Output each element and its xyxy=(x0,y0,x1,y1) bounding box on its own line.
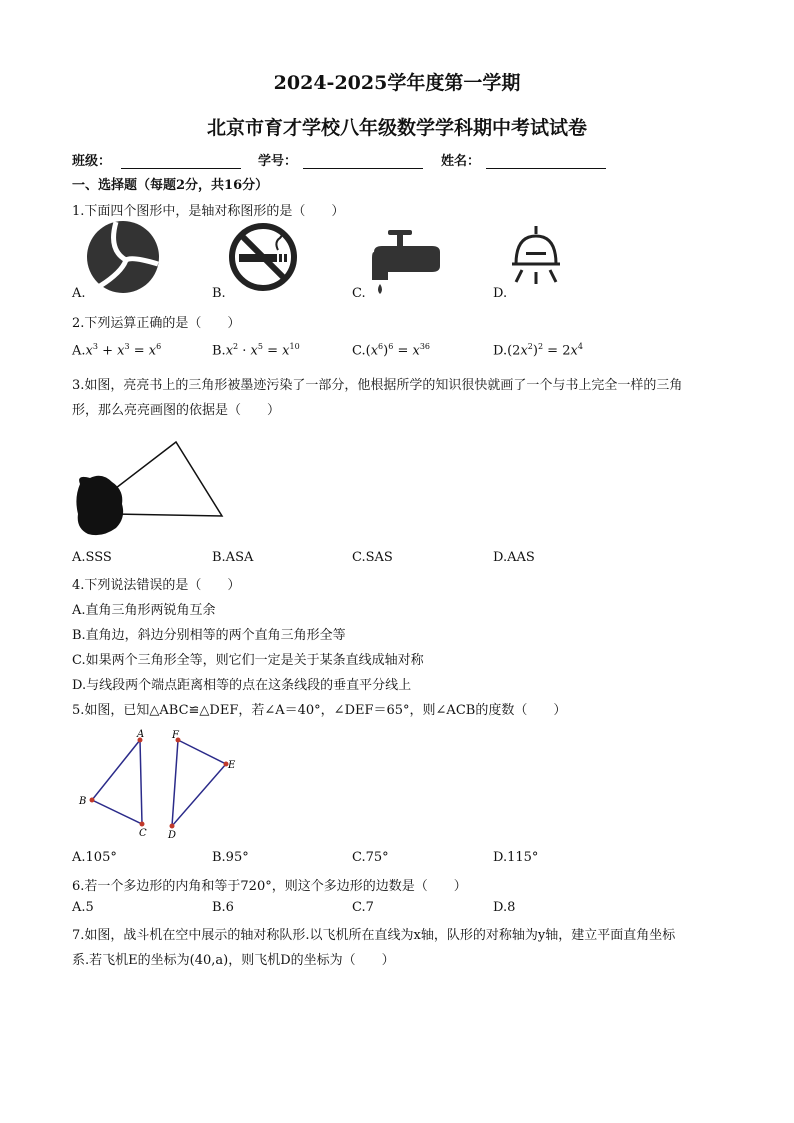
point-b-label: B xyxy=(79,796,87,807)
q4-option-d[interactable]: D.与线段两个端点距离相等的点在这条线段的垂直平分线上 xyxy=(72,678,412,693)
q4-stem: 4.下列说法错误的是（ ） xyxy=(72,578,241,593)
q4-option-b[interactable]: B.直角边，斜边分别相等的两个直角三角形全等 xyxy=(72,628,346,643)
point-d-label: D xyxy=(168,830,177,840)
q3-option-a[interactable]: A.SSS xyxy=(72,550,112,565)
q1-option-a[interactable]: A. xyxy=(72,286,86,301)
point-f-label: F xyxy=(172,730,179,741)
q6-option-d[interactable]: D.8 xyxy=(493,900,516,915)
triangle-abc xyxy=(92,740,142,824)
name-field xyxy=(441,150,606,169)
q5-option-d[interactable]: D.115° xyxy=(493,850,539,865)
name-label: 姓名： xyxy=(441,154,481,169)
q5-option-c[interactable]: C.75° xyxy=(352,850,389,865)
id-blank[interactable] xyxy=(303,154,423,169)
q2-option-d[interactable]: $D.(2x^2)^2 = 2x^4$ xyxy=(493,342,583,359)
q6-stem: 6.若一个多边形的内角和等于720°，则这个多边形的边数是（ ） xyxy=(72,879,467,894)
id-label: 学号： xyxy=(258,154,298,169)
q3-option-c[interactable]: C.SAS xyxy=(352,550,393,565)
faucet-icon xyxy=(366,222,442,296)
q1-option-c[interactable]: C. xyxy=(352,286,366,301)
triangle-fed xyxy=(172,740,226,826)
q5-option-b[interactable]: B.95° xyxy=(212,850,249,865)
q2-option-a[interactable]: $A.x^3 + x^3 = x^6$ xyxy=(72,342,162,359)
q6-option-c[interactable]: C.7 xyxy=(352,900,374,915)
class-field xyxy=(72,150,241,169)
section-heading: 一、选择题（每题2分，共16分） xyxy=(72,178,269,193)
id-field xyxy=(258,150,423,169)
q3-stem-line1: 3.如图，亮亮书上的三角形被墨迹污染了一部分，他根据所学的知识很快就画了一个与书上完全一样的三角 xyxy=(72,378,683,393)
q6-option-b[interactable]: B.6 xyxy=(212,900,234,915)
q7-stem-line2: 系.若飞机E的坐标为(40,a)，则飞机D的坐标为（ ） xyxy=(72,953,395,968)
no-smoking-icon xyxy=(226,222,300,292)
q1-option-b[interactable]: B. xyxy=(212,286,226,301)
ink-stained-triangle-figure xyxy=(72,438,232,542)
q1-stem: 1.下面四个图形中，是轴对称图形的是（ ） xyxy=(72,204,345,219)
q7-stem-line1: 7.如图，战斗机在空中展示的轴对称队形.以飞机所在直线为x轴，队形的对称轴为y轴，建立平面直角坐标 xyxy=(72,928,676,943)
class-blank[interactable] xyxy=(121,154,241,169)
q2-option-b[interactable]: $B.x^2 \cdot x^5 = x^{10}$ xyxy=(212,342,300,359)
congruent-triangles-figure xyxy=(74,728,244,840)
point-e-label: E xyxy=(228,760,236,771)
q2-stem: 2.下列运算正确的是（ ） xyxy=(72,316,241,331)
q5-option-a[interactable]: A.105° xyxy=(72,850,117,865)
tri-blade-logo-icon xyxy=(86,220,160,294)
q1-option-d[interactable]: D. xyxy=(493,286,508,301)
q4-option-c[interactable]: C.如果两个三角形全等，则它们一定是关于某条直线成轴对称 xyxy=(72,653,424,668)
point-a-label: A xyxy=(137,729,145,740)
q5-stem: 5.如图，已知△ABC≌△DEF，若∠A＝40°，∠DEF＝65°，则∠ACB的度数（ ） xyxy=(72,703,567,718)
q4-option-a[interactable]: A.直角三角形两锐角互余 xyxy=(72,603,216,618)
q3-stem-line2: 形，那么亮亮画图的依据是（ ） xyxy=(72,403,281,418)
q6-option-a[interactable]: A.5 xyxy=(72,900,94,915)
name-blank[interactable] xyxy=(486,154,606,169)
point-c-label: C xyxy=(139,828,147,839)
year-title: 2024-2025学年度第一学期 xyxy=(273,72,521,94)
ceiling-lamp-icon xyxy=(508,224,564,296)
q2-option-c[interactable]: $C.(x^6)^6 = x^{36}$ xyxy=(352,342,431,359)
class-label: 班级： xyxy=(72,154,112,169)
q3-option-d[interactable]: D.AAS xyxy=(493,550,535,565)
ink-blot xyxy=(76,476,123,535)
exam-title: 北京市育才学校八年级数学学科期中考试试卷 xyxy=(206,117,587,139)
q3-option-b[interactable]: B.ASA xyxy=(212,550,254,565)
